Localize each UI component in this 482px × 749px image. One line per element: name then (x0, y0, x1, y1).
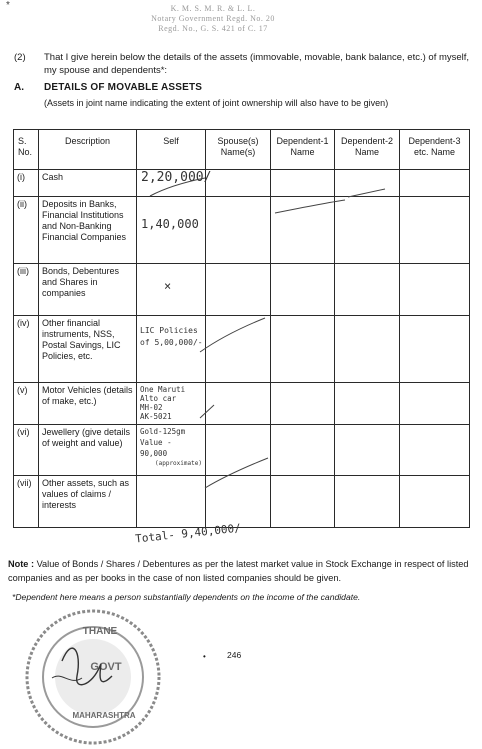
handwritten-jewellery-3: 90,000 (140, 449, 168, 458)
handwritten-total: Total- 9,40,000/ (134, 521, 242, 546)
strike-stroke (275, 200, 345, 213)
row-sno: (v) (14, 383, 39, 425)
dot-mark: • (203, 652, 206, 661)
notary-seal (22, 606, 164, 748)
strike-stroke (348, 189, 385, 197)
row-sno: (i) (14, 170, 39, 197)
handwritten-deposits: 1,40,000 (141, 217, 199, 231)
row-sno: (vi) (14, 425, 39, 476)
paragraph-text: That I give herein below the details of the assets (immovable, movable, bank balance, etc.) of myself, my spouse and dependents*: (44, 52, 470, 76)
row-description: Deposits in Banks, Financial Institutions and Non-Banking Financial Companies (39, 197, 137, 264)
corner-mark: * (6, 0, 10, 11)
handwritten-cross: × (164, 279, 172, 293)
faint-header-line1: K. M. S. M. R. & L. L. (170, 4, 256, 13)
seal-top-text: THANE (82, 626, 118, 637)
header-spouse: Spouse(s) Name(s) (206, 130, 271, 170)
header-dependent-1: Dependent-1 Name (271, 130, 335, 170)
header-dependent-3: Dependent-3 etc. Name (400, 130, 470, 170)
header-dependent-2: Dependent-2 Name (335, 130, 400, 170)
strike-stroke (200, 405, 214, 418)
header-description: Description (39, 130, 137, 170)
handwritten-vehicle-3: MH-02 (140, 403, 163, 412)
handwritten-jewellery-1: Gold-125gm (140, 427, 186, 436)
header-sno: S. No. (14, 130, 39, 170)
note-paragraph (8, 557, 474, 585)
faint-header-line3: Regd. No., G. S. 421 of C. 17 (158, 24, 268, 33)
note-text: Value of Bonds / Shares / Debentures as per the latest market value in Stock Exchange in respect of listed companies and as per books in the case of non listed companies should be given. (8, 559, 469, 583)
handwritten-vehicle-1: One Maruti (140, 385, 186, 394)
paragraph-number: (2) (14, 52, 26, 63)
strike-stroke (205, 458, 268, 488)
strike-stroke (150, 178, 205, 196)
handwritten-vehicle-4: AK-5021 (140, 412, 172, 421)
handwritten-lic-1: LIC Policies (140, 326, 198, 335)
row-description: Bonds, Debentures and Shares in companies (39, 264, 137, 316)
page-number: 246 (227, 650, 242, 660)
row-sno: (vii) (14, 476, 39, 528)
dependent-footnote: *Dependent here means a person substantially dependents on the income of the candidate. (12, 592, 361, 602)
handwritten-vehicle-2: Alto car (140, 394, 177, 403)
seal-bottom-text: MAHARASHTRA (72, 711, 136, 720)
row-description: Other assets, such as values of claims / interests (39, 476, 137, 528)
row-sno: (iii) (14, 264, 39, 316)
strike-stroke (200, 318, 265, 352)
section-title: DETAILS OF MOVABLE ASSETS (44, 82, 203, 93)
row-description: Jewellery (give details of weight and value) (39, 425, 137, 476)
row-sno: (ii) (14, 197, 39, 264)
row-description: Cash (39, 170, 137, 197)
handwritten-jewellery-4: (approximate) (155, 460, 202, 467)
row-sno: (iv) (14, 316, 39, 383)
row-description: Motor Vehicles (details of make, etc.) (39, 383, 137, 425)
handwritten-lic-2: of 5,00,000/- (140, 338, 203, 347)
handwritten-cash: 2,20,000/ (141, 170, 212, 185)
seal-middle-text: GOVT (90, 661, 122, 673)
section-letter: A. (14, 82, 24, 93)
row-description: Other financial instruments, NSS, Postal Savings, LIC Policies, etc. (39, 316, 137, 383)
note-label: Note : (8, 559, 35, 569)
section-subtitle: (Assets in joint name indicating the extent of joint ownership will also have to be given) (44, 98, 389, 108)
faint-header-line2: Notary Government Regd. No. 20 (151, 14, 275, 23)
header-self: Self (137, 130, 206, 170)
handwritten-jewellery-2: Value - (140, 438, 172, 447)
